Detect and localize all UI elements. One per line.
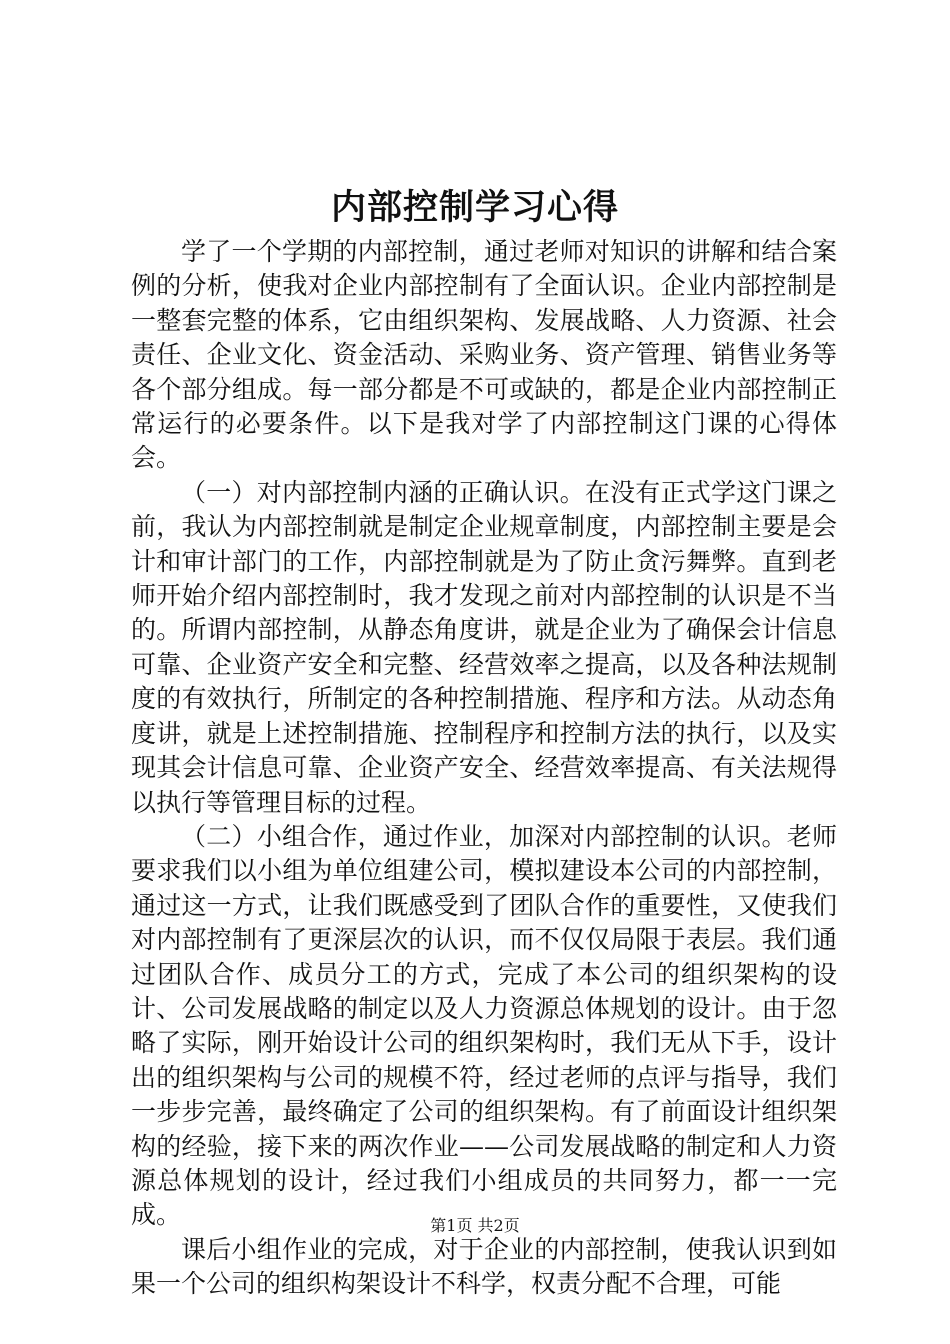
- paragraph-intro: 学了一个学期的内部控制，通过老师对知识的讲解和结合案例的分析，使我对企业内部控制有了全面认识。企业内部控制是一整套完整的体系，它由组织架构、发展战略、人力资源、社会责任、企业文化、资金活动、采购业务、资产管理、销售业务等各个部分组成。每一部分都是不可或缺的，都是企业内部控制正常运行的必要条件。以下是我对学了内部控制这门课的心得体会。: [131, 237, 837, 473]
- document-body: [131, 235, 837, 1302]
- paragraph-section-1: （一）对内部控制内涵的正确认识。在没有正式学这门课之前，我认为内部控制就是制定企业规章制度，内部控制主要是会计和审计部门的工作，内部控制就是为了防止贪污舞弊。直到老师开始介绍内部控制时，我才发现之前对内部控制的认识是不当的。所谓内部控制，从静态角度讲，就是企业为了确保会计信息可靠、企业资产安全和完整、经营效率之提高，以及各种法规制度的有效执行，所制定的各种控制措施、程序和方法。从动态角度讲，就是上述控制措施、控制程序和控制方法的执行，以及实现其会计信息可靠、企业资产安全、经营效率提高、有关法规得以执行等管理目标的过程。: [131, 477, 837, 817]
- document-title: 内部控制学习心得: [330, 187, 619, 228]
- page-number-footer: 第1页 共2页: [430, 1216, 520, 1235]
- paragraph-continuation: 课后小组作业的完成，对于企业的内部控制，使我认识到如果一个公司的组织构架设计不科学，权责分配不合理，可能: [131, 1234, 837, 1299]
- paragraph-section-2: （二）小组合作，通过作业，加深对内部控制的认识。老师要求我们以小组为单位组建公司，模拟建设本公司的内部控制，通过这一方式，让我们既感受到了团队合作的重要性，又使我们对内部控制有了更深层次的认识，而不仅仅局限于表层。我们通过团队合作、成员分工的方式，完成了本公司的组织架构的设计、公司发展战略的制定以及人力资源总体规划的设计。由于忽略了实际，刚开始设计公司的组织架构时，我们无从下手，设计出的组织架构与公司的规模不符，经过老师的点评与指导，我们一步步完善，最终确定了公司的组织架构。有了前面设计组织架构的经验，接下来的两次作业——公司发展战略的制定和人力资源总体规划的设计，经过我们小组成员的共同努力，都一一完成。: [131, 821, 837, 1230]
